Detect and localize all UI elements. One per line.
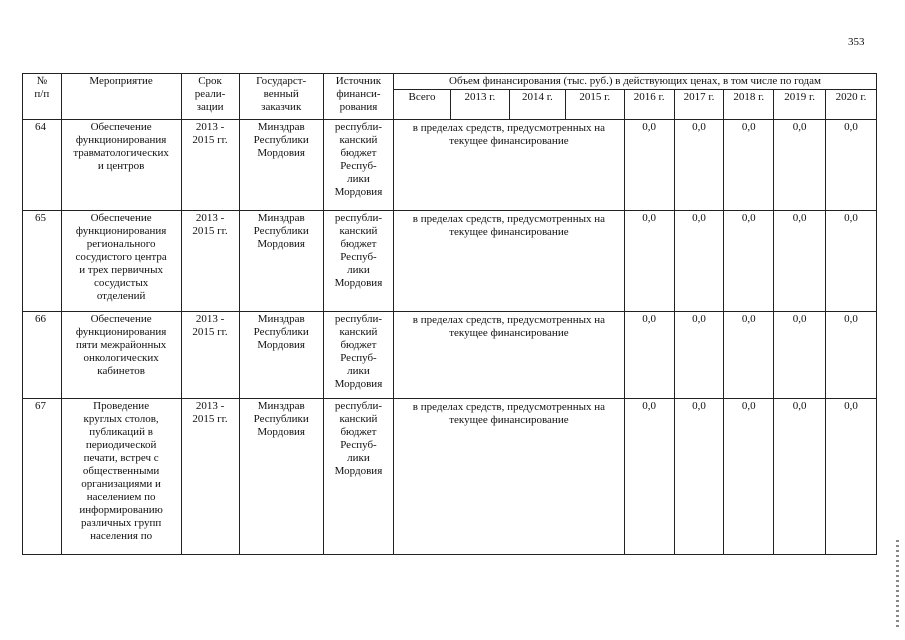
row-value-2018: 0,0 [724,120,774,211]
row-value-2017: 0,0 [674,399,724,555]
funding-table [22,73,877,555]
row-term: 2013 - 2015 гг. [181,120,239,211]
row-customer: Минздрав Республики Мордовия [239,120,323,211]
row-value-2019: 0,0 [774,211,826,312]
row-measure: Обеспечение функционирования пяти межрайонных онкологических кабинетов [61,312,181,399]
header-year-2020: 2020 г. [826,90,877,120]
header-row [23,74,877,90]
row-funding-text: в пределах средств, предусмотренных на текущее финансирование [394,312,625,399]
row-source: республи- канский бюджет Респуб- лики Мордовия [323,120,393,211]
row-value-2016: 0,0 [624,211,674,312]
header-year-2014: 2014 г. [509,90,565,120]
header-term: Срок реали- зации [181,74,239,120]
row-term: 2013 - 2015 гг. [181,312,239,399]
header-source: Источник финанси- рования [323,74,393,120]
row-customer: Минздрав Республики Мордовия [239,399,323,555]
row-value-2019: 0,0 [774,120,826,211]
row-value-2020: 0,0 [826,211,877,312]
row-source: республи- канский бюджет Респуб- лики Мордовия [323,399,393,555]
row-value-2020: 0,0 [826,312,877,399]
row-value-2020: 0,0 [826,120,877,211]
row-value-2017: 0,0 [674,211,724,312]
page-number: 353 [848,36,865,48]
header-volume: Объем финансирования (тыс. руб.) в действующих ценах, в том числе по годам [394,74,877,90]
header-year-2013: 2013 г. [450,90,509,120]
row-num: 64 [23,120,62,211]
row-num: 66 [23,312,62,399]
row-customer: Минздрав Республики Мордовия [239,312,323,399]
table-row [23,312,877,399]
row-term: 2013 - 2015 гг. [181,211,239,312]
table-row [23,399,877,555]
row-source: республи- канский бюджет Респуб- лики Мордовия [323,211,393,312]
row-value-2020: 0,0 [826,399,877,555]
row-value-2018: 0,0 [724,399,774,555]
row-measure: Проведение круглых столов, публикаций в периодической печати, встреч с общественными организациями и населением по информированию различных групп населения по [61,399,181,555]
row-value-2019: 0,0 [774,399,826,555]
header-total: Всего [394,90,451,120]
row-value-2016: 0,0 [624,120,674,211]
header-customer: Государст- венный заказчик [239,74,323,120]
header-year-2018: 2018 г. [724,90,774,120]
header-year-2016: 2016 г. [624,90,674,120]
row-term: 2013 - 2015 гг. [181,399,239,555]
table-row [23,211,877,312]
table-row [23,120,877,211]
row-measure: Обеспечение функционирования травматологических и центров [61,120,181,211]
header-year-2017: 2017 г. [674,90,724,120]
header-measure: Мероприятие [61,74,181,120]
row-value-2016: 0,0 [624,399,674,555]
row-value-2017: 0,0 [674,120,724,211]
row-measure: Обеспечение функционирования регионального сосудистого центра и трех первичных сосудистых отделений [61,211,181,312]
row-funding-text: в пределах средств, предусмотренных на текущее финансирование [394,211,625,312]
row-funding-text: в пределах средств, предусмотренных на текущее финансирование [394,120,625,211]
row-funding-text: в пределах средств, предусмотренных на текущее финансирование [394,399,625,555]
header-year-2015: 2015 г. [565,90,624,120]
row-value-2018: 0,0 [724,312,774,399]
row-num: 65 [23,211,62,312]
row-value-2019: 0,0 [774,312,826,399]
row-value-2017: 0,0 [674,312,724,399]
row-customer: Минздрав Республики Мордовия [239,211,323,312]
scan-edge-marks [896,540,899,630]
row-source: республи- канский бюджет Респуб- лики Мордовия [323,312,393,399]
header-year-2019: 2019 г. [774,90,826,120]
header-num: № п/п [23,74,62,120]
row-num: 67 [23,399,62,555]
row-value-2018: 0,0 [724,211,774,312]
row-value-2016: 0,0 [624,312,674,399]
